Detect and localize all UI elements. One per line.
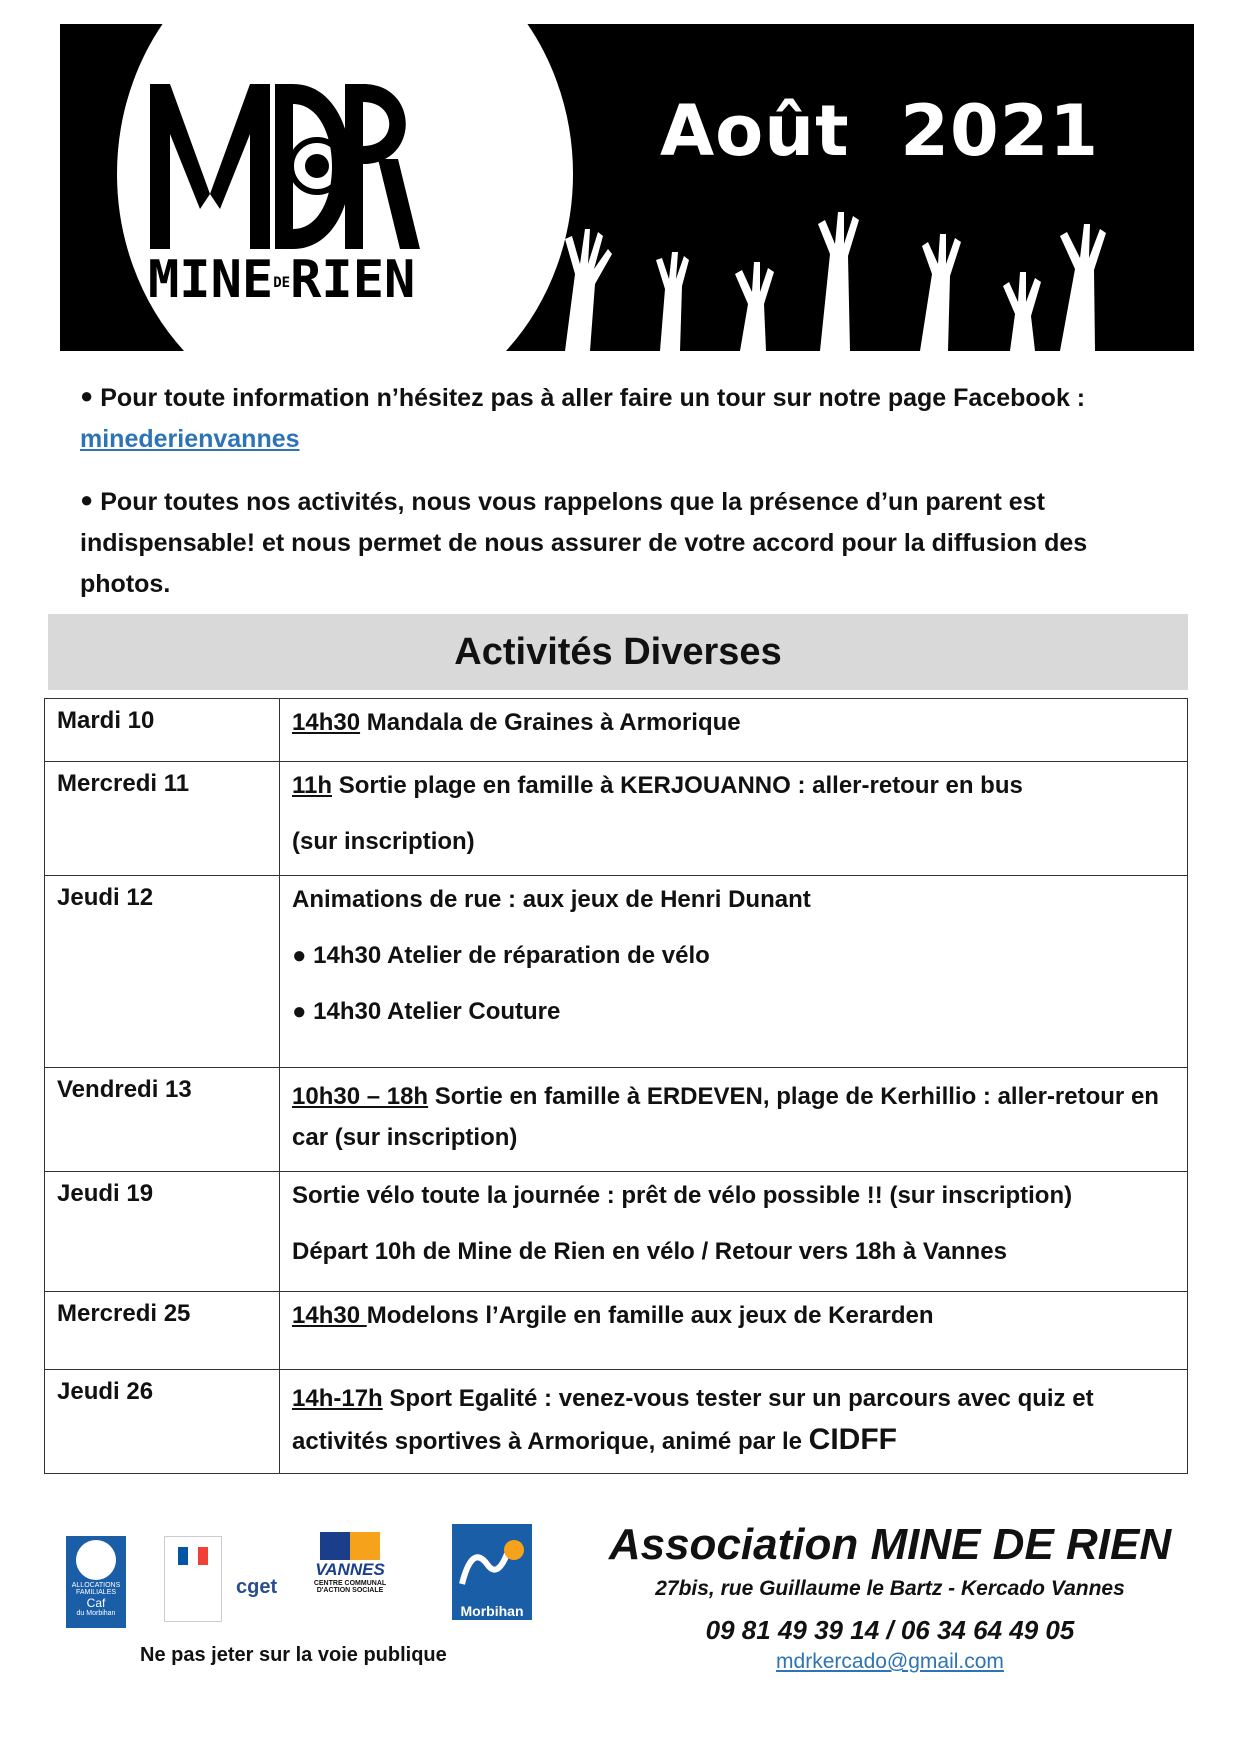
bullet-icon: ● — [292, 942, 314, 969]
activity-time: 14h30 — [292, 709, 361, 736]
association-phone: 09 81 49 39 14 / 06 34 64 49 05 — [705, 1615, 1075, 1645]
day-cell: Jeudi 26 — [45, 1370, 280, 1474]
month-title: Août 2021 — [660, 90, 1100, 172]
activity-text: Sport Egalité : venez-vous tester sur un parcours avec quiz et activités sportives à Armorique, animé par le — [292, 1385, 1094, 1455]
vannes-emblem-icon — [320, 1532, 380, 1560]
morbihan-emblem-icon — [452, 1524, 532, 1598]
table-row — [45, 1068, 1188, 1172]
caf-logo — [66, 1536, 126, 1628]
association-name: Association MINE DE RIEN — [608, 1520, 1172, 1569]
table-row — [45, 1292, 1188, 1370]
table-row — [45, 876, 1188, 1068]
activity-time: 11h — [292, 772, 333, 799]
day-cell: Mercredi 25 — [45, 1292, 280, 1370]
facebook-info — [80, 378, 1140, 460]
association-contact — [600, 1516, 1180, 1674]
day-cell: Jeudi 12 — [45, 876, 280, 1068]
caf-label-3: du Morbihan — [76, 1610, 116, 1617]
bullet-icon: ● — [80, 487, 94, 512]
caf-emblem-icon — [76, 1540, 116, 1580]
republique-logo — [164, 1536, 222, 1622]
activity-bullet: 14h30 Atelier Couture — [313, 998, 561, 1025]
activity-cell — [280, 876, 1188, 1068]
activity-cell — [280, 762, 1188, 876]
activity-text: Animations de rue : aux jeux de Henri Dunant — [292, 886, 811, 913]
morbihan-logo — [452, 1524, 532, 1620]
schedule-table — [44, 698, 1188, 1474]
vannes-sub-label: CENTRE COMMUNAL D'ACTION SOCIALE — [313, 1580, 387, 1594]
day-cell: Mardi 10 — [45, 699, 280, 762]
vannes-ccas-logo — [310, 1532, 390, 1594]
activity-time: 14h30 — [292, 1302, 367, 1329]
bullet-icon: ● — [292, 998, 314, 1025]
activity-bullet: 14h30 Atelier de réparation de vélo — [313, 942, 710, 969]
header-banner — [60, 24, 1194, 351]
section-title: Activités Diverses — [48, 614, 1188, 690]
activity-cell — [280, 1068, 1188, 1172]
vannes-label: VANNES — [315, 1560, 385, 1579]
activity-cell — [280, 1292, 1188, 1370]
logo-word-de: DE — [273, 275, 291, 291]
table-row — [45, 1370, 1188, 1474]
activity-cell — [280, 1370, 1188, 1474]
table-row — [45, 699, 1188, 762]
association-email-link[interactable]: mdrkercado@gmail.com — [776, 1650, 1004, 1673]
activity-text: Sortie vélo toute la journée : prêt de vélo possible !! (sur inscription) — [292, 1182, 1073, 1209]
facebook-link[interactable]: minederienvannes — [80, 425, 300, 453]
activity-note: Départ 10h de Mine de Rien en vélo / Retour vers 18h à Vannes — [292, 1238, 1007, 1265]
activity-text: Modelons l’Argile en famille aux jeux de Kerarden — [366, 1302, 934, 1329]
french-flag-icon — [178, 1547, 208, 1565]
table-row — [45, 1172, 1188, 1292]
activity-text: Sortie en famille à ERDEVEN, plage de Kerhillio : aller-retour en car (sur inscription) — [292, 1083, 1159, 1151]
day-cell: Vendredi 13 — [45, 1068, 280, 1172]
caf-label-2: Caf — [86, 1596, 106, 1610]
activity-cell — [280, 699, 1188, 762]
activity-time: 10h30 – 18h — [292, 1083, 429, 1110]
facebook-text: Pour toute information n’hésitez pas à aller faire un tour sur notre page Facebook : — [100, 384, 1086, 412]
table-row — [45, 762, 1188, 876]
logo-word-mine: MINE — [148, 250, 274, 310]
day-cell: Mercredi 11 — [45, 762, 280, 876]
parent-info — [80, 482, 1140, 605]
logo-wordmark — [148, 250, 415, 310]
cidff-label: CIDFF — [808, 1423, 897, 1456]
caf-label-1: ALLOCATIONS FAMILIALES — [71, 1582, 121, 1596]
activity-time: 14h-17h — [292, 1385, 383, 1412]
activity-note: (sur inscription) — [292, 828, 475, 855]
raised-hands-icon — [565, 212, 1106, 351]
morbihan-label: Morbihan — [460, 1603, 524, 1619]
association-address: 27bis, rue Guillaume le Bartz - Kercado Vannes — [655, 1577, 1125, 1600]
recycling-notice: Ne pas jeter sur la voie publique — [140, 1644, 447, 1666]
activity-text: Mandala de Graines à Armorique — [360, 709, 741, 736]
logo-word-rien: RIEN — [290, 250, 416, 310]
bullet-icon: ● — [80, 383, 94, 408]
parent-text: Pour toutes nos activités, nous vous rappelons que la présence d’un parent est indispensable! et nous permet de nous assurer de votre accord pour la diffusion des photos. — [80, 488, 1088, 598]
cget-logo: cget — [236, 1576, 278, 1598]
activity-text: Sortie plage en famille à KERJOUANNO : aller-retour en bus — [332, 772, 1023, 799]
activity-cell — [280, 1172, 1188, 1292]
day-cell: Jeudi 19 — [45, 1172, 280, 1292]
